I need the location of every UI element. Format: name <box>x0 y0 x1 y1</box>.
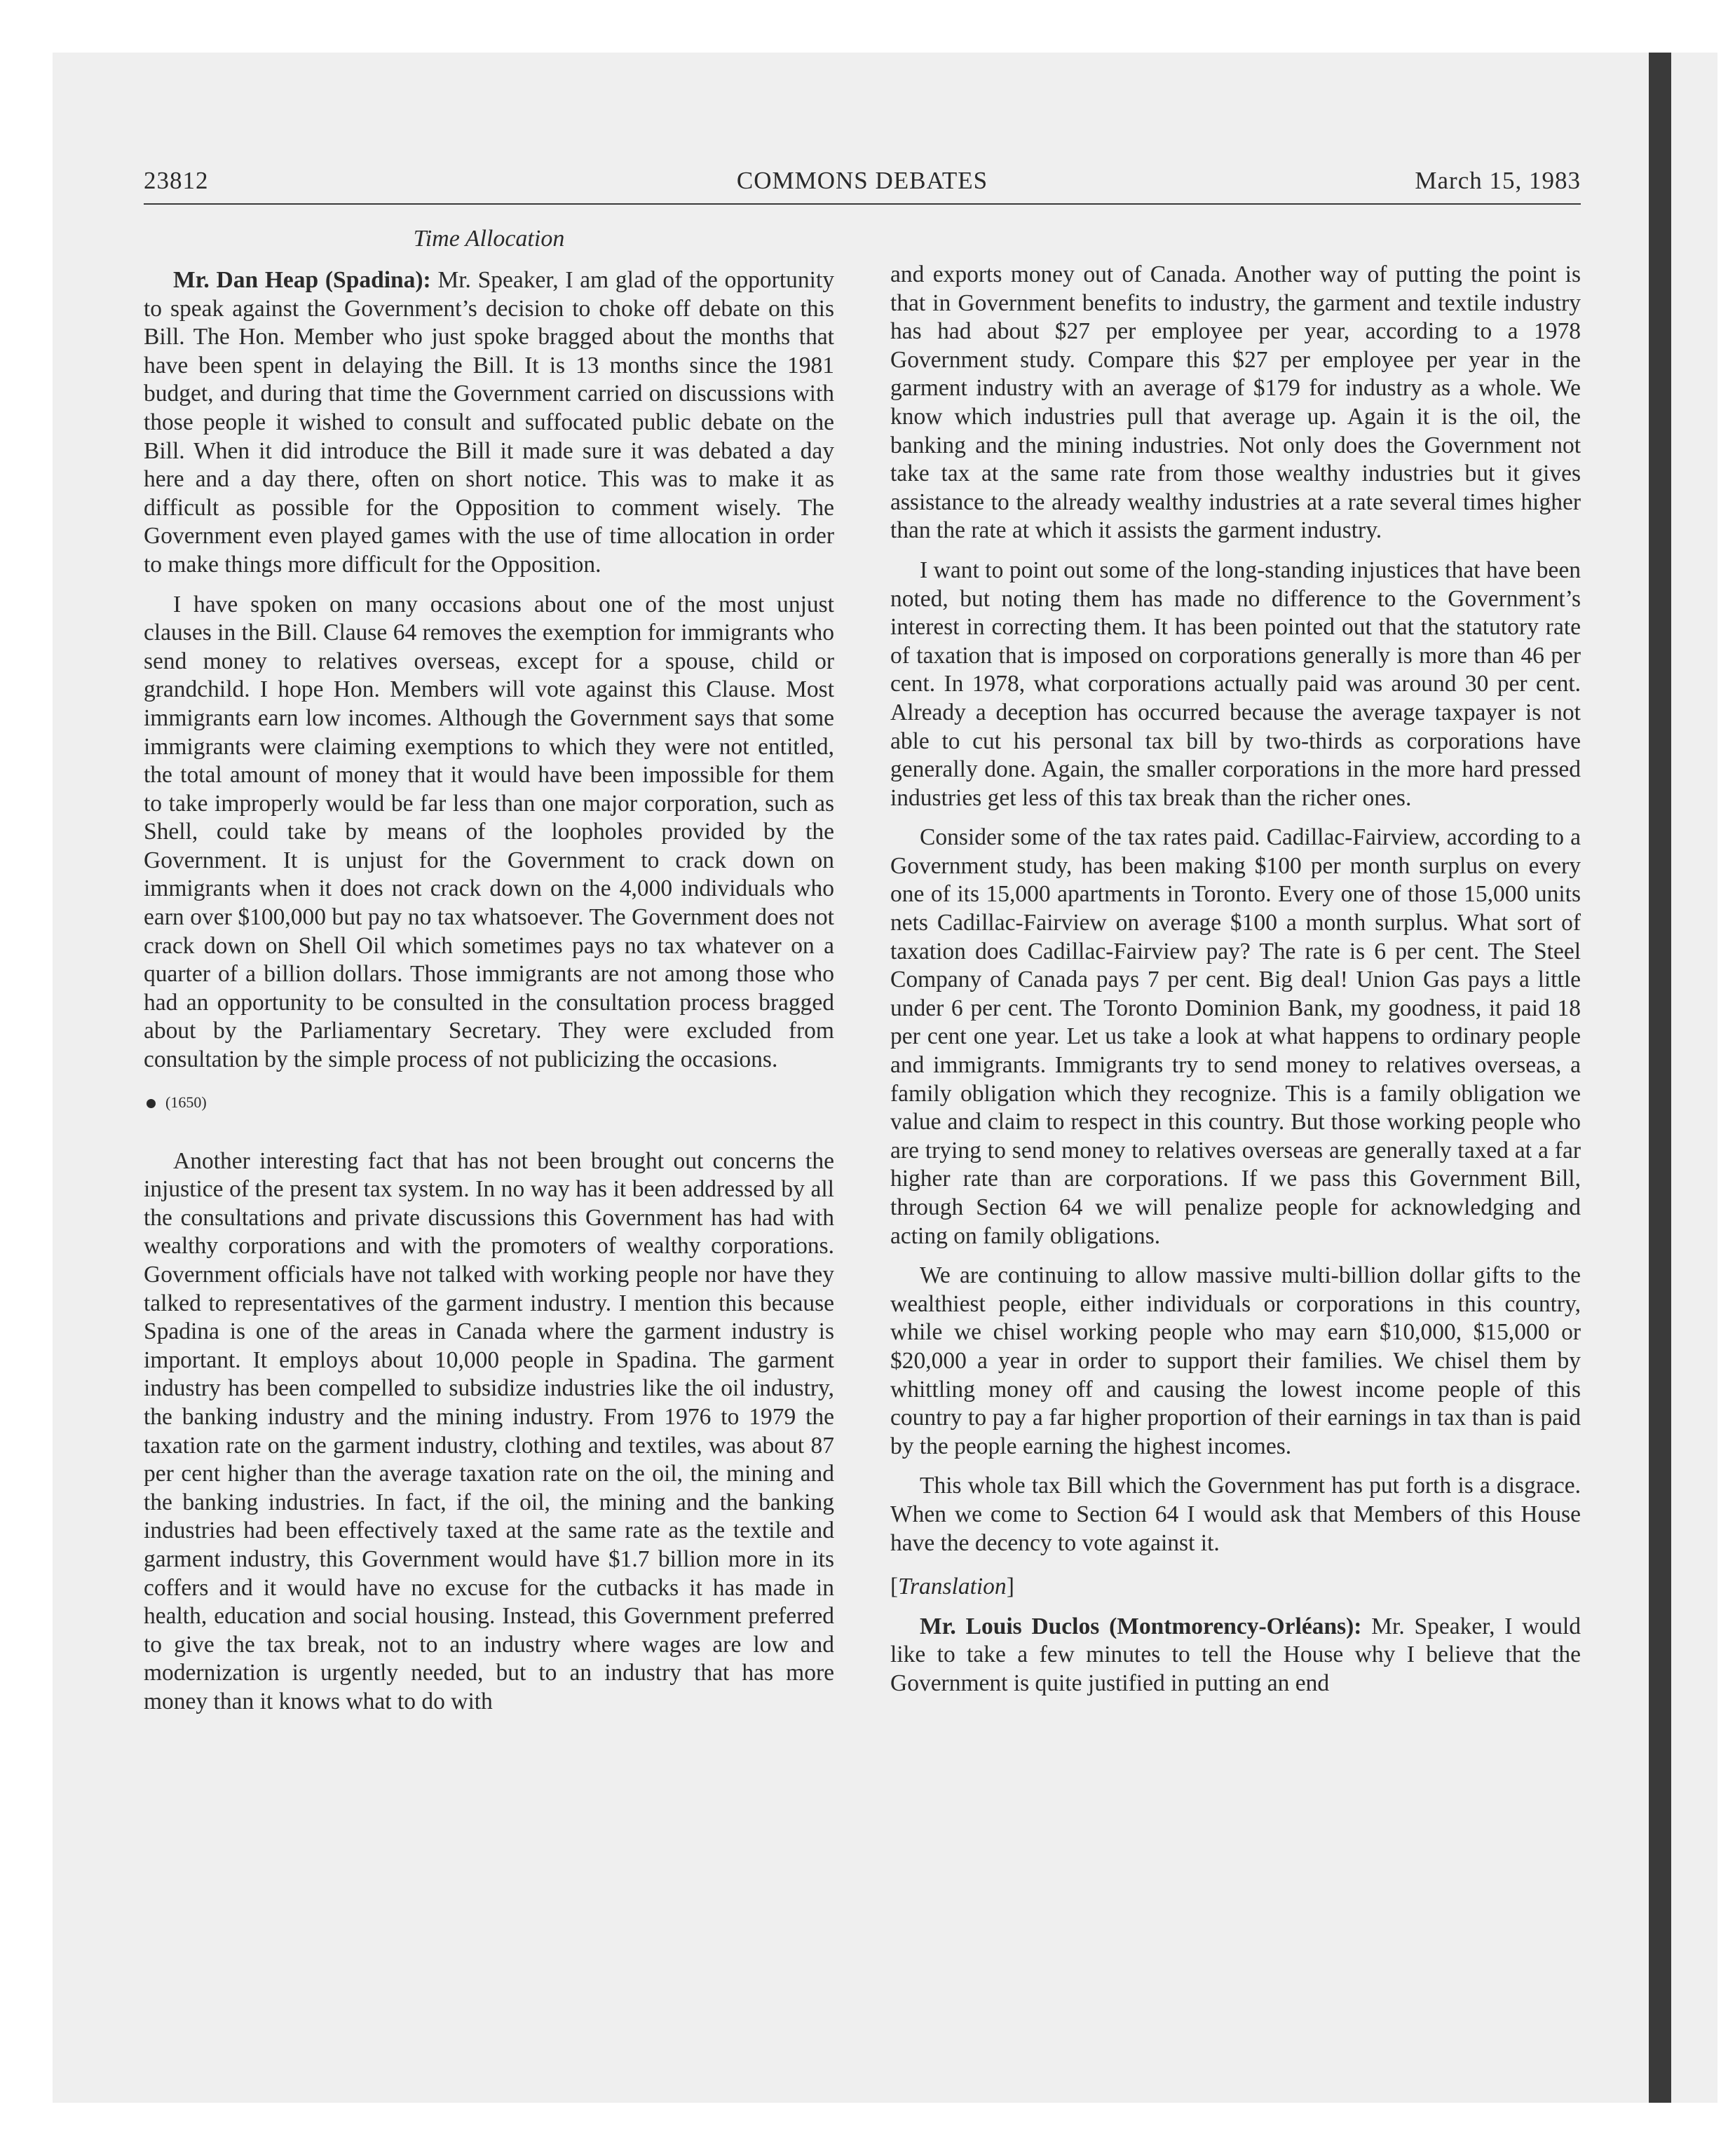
header-rule <box>144 203 1581 205</box>
right-column <box>890 261 1581 1698</box>
paragraph: Another interesting fact that has not been brought out concerns the injustice of the present tax system. In no way has it been addressed by all the consultations and private discussions this Government has had with wealthy corporations and with the promoters of wealthy corporations. Government officials have not talked with working people nor have they talked to representatives of the garment industry. I mention this because Spadina is one of the areas in Canada where the garment industry is important. It employs about 10,000 people in Spadina. The garment industry has been compelled to subsidize industries like the oil industry, the banking industry and the mining industry. From 1976 to 1979 the taxation rate on the garment industry, clothing and textiles, was about 87 per cent higher than the average taxation rate on the oil, the mining and the banking industries. In fact, if the oil, the mining and the banking industries had been effectively taxed at the same rate as the textile and garment industry, this Government would have $1.7 billion more in its coffers and it would have no excuse for the cutbacks it has made in health, education and social housing. Instead, this Government preferred to give the tax break, not to an industry where wages are low and modernization is urgently needed, but to an industry that has more money than it knows what to do with <box>144 1147 834 1714</box>
paragraph: This whole tax Bill which the Government has put forth is a disgrace. When we come to Section 64 I would ask that Members of this House have the decency to vote against it. <box>890 1473 1581 1556</box>
close-bracket: ] <box>1006 1574 1014 1600</box>
page-number: 23812 <box>144 167 209 194</box>
paragraph: Consider some of the tax rates paid. Cadillac-Fairview, according to a Government study, has been making $100 per month surplus on every one of its 15,000 apartments in Toronto. Every one of those 15,000 units nets Cadillac-Fairview on average $100 a month surplus. What sort of taxation does Cadillac-Fairview pay? The rate is 6 per cent. The Steel Company of Canada pays 7 per cent. Big deal! Union Gas pays a little under 6 per cent. The Toronto Dominion Bank, my goodness, it paid 18 per cent one year. Let us take a look at what happens to ordinary people and immigrants. Immigrants try to send money to relatives overseas, a family obligation which they recognize. This is a family obligation we value and claim to respect in this country. But those working people who are trying to send money to relatives overseas are generally taxed at a far higher rate than are corporations. If we pass this Government Bill, through Section 64 we will penalize people for acknowledging and acting on family obligations. <box>890 824 1581 1249</box>
bullet-icon <box>147 1099 156 1108</box>
paragraph-text: Mr. Speaker, I am glad of the opportunity to speak against the Government’s decision to choke off debate on this Bill. The Hon. Member who just spoke bragged about the months that have been spent in delaying the Bill. It is 13 months since the 1981 budget, and during that time the Government carried on discussions with those people it wished to consult and suffocated public debate on the Bill. When it did introduce the Bill it made sure it was debated a day here and a day there, often on short notice. This was to make it as difficult as possible for the Opposition to comment wisely. The Government even played games with the use of time allocation in order to make things more difficult for the Opposition. <box>144 267 834 578</box>
paragraph: We are continuing to allow massive multi-billion dollar gifts to the wealthiest people, either individuals or corporations in this country, while we chisel working people who may earn $10,000, $15,000 or $20,000 a year in order to support their families. We chisel them by whittling money off and causing the lowest income people of this country to pay a far higher proportion of their earnings in tax than is paid by the people earning the highest incomes. <box>890 1262 1581 1459</box>
time-marker <box>144 1089 834 1117</box>
paragraph <box>144 266 834 580</box>
speaker-name: Mr. Louis Duclos (Montmorency-Orléans): <box>920 1613 1362 1639</box>
open-bracket: [ <box>890 1574 899 1600</box>
running-header <box>144 163 1581 203</box>
publication-title: COMMONS DEBATES <box>736 167 988 194</box>
section-title: Time Allocation <box>413 226 565 252</box>
speaker-name: Mr. Dan Heap (Spadina): <box>173 267 431 293</box>
translation-label: Translation <box>898 1574 1007 1600</box>
hansard-page <box>144 163 1581 1714</box>
paragraph-text: Mr. Speaker, I would like to take a few minutes to tell the House why I believe that the Government is quite justified in putting an end <box>890 1613 1581 1696</box>
time-marker-text: (1650) <box>165 1093 207 1111</box>
issue-date: March 15, 1983 <box>1415 167 1581 194</box>
translation-note <box>890 1573 1581 1602</box>
left-column <box>144 266 834 1717</box>
scan-edge-shadow <box>1649 53 1671 2103</box>
paragraph <box>890 1613 1581 1698</box>
paragraph: and exports money out of Canada. Another way of putting the point is that in Government benefits to industry, the garment and textile industry has had about $27 per employee per year, according to a 1978 Government study. Compare this $27 per employee per year in the garment industry with an average of $179 for industry as a whole. We know which industries pull that average up. Again it is the oil, the banking and the mining industries. Not only does the Government not take tax at the same rate from those wealthy industries but it gives assistance to the already wealthy industries at a rate several times higher than the rate at which it assists the garment industry. <box>890 261 1581 544</box>
paragraph: I want to point out some of the long-standing injustices that have been noted, but noting them has made no difference to the Government’s interest in correcting them. It has been pointed out that the statutory rate of taxation that is imposed on corporations generally is more than 46 per cent. In 1978, what corporations actually paid was around 30 per cent. Already a deception has occurred because the average taxpayer is not able to cut his personal tax bill by two-thirds as corporations have generally done. Again, the smaller corporations in the more hard pressed industries get less of this tax break than the richer ones. <box>890 557 1581 811</box>
paragraph: I have spoken on many occasions about one of the most unjust clauses in the Bill. Clause 64 removes the exemption for immigrants who send money to relatives overseas, except for a spouse, child or grandchild. I hope Hon. Members will vote against this Clause. Most immigrants earn low incomes. Although the Government says that some immigrants were claiming exemptions to which they were not entitled, the total amount of money that it would have been impossible for them to take improperly would be far less than one major corporation, such as Shell, could take by means of the loopholes provided by the Government. It is unjust for the Government to crack down on immigrants when it does not crack down on the 4,000 individuals who earn over $100,000 but pay no tax whatsoever. The Government does not crack down on Shell Oil which sometimes pays no tax whatever on a quarter of a billion dollars. Those immigrants are not among those who had an opportunity to be consulted in the consultation process bragged about by the Parliamentary Secretary. They were excluded from consultation by the simple process of not publicizing the occasions. <box>144 591 834 1073</box>
